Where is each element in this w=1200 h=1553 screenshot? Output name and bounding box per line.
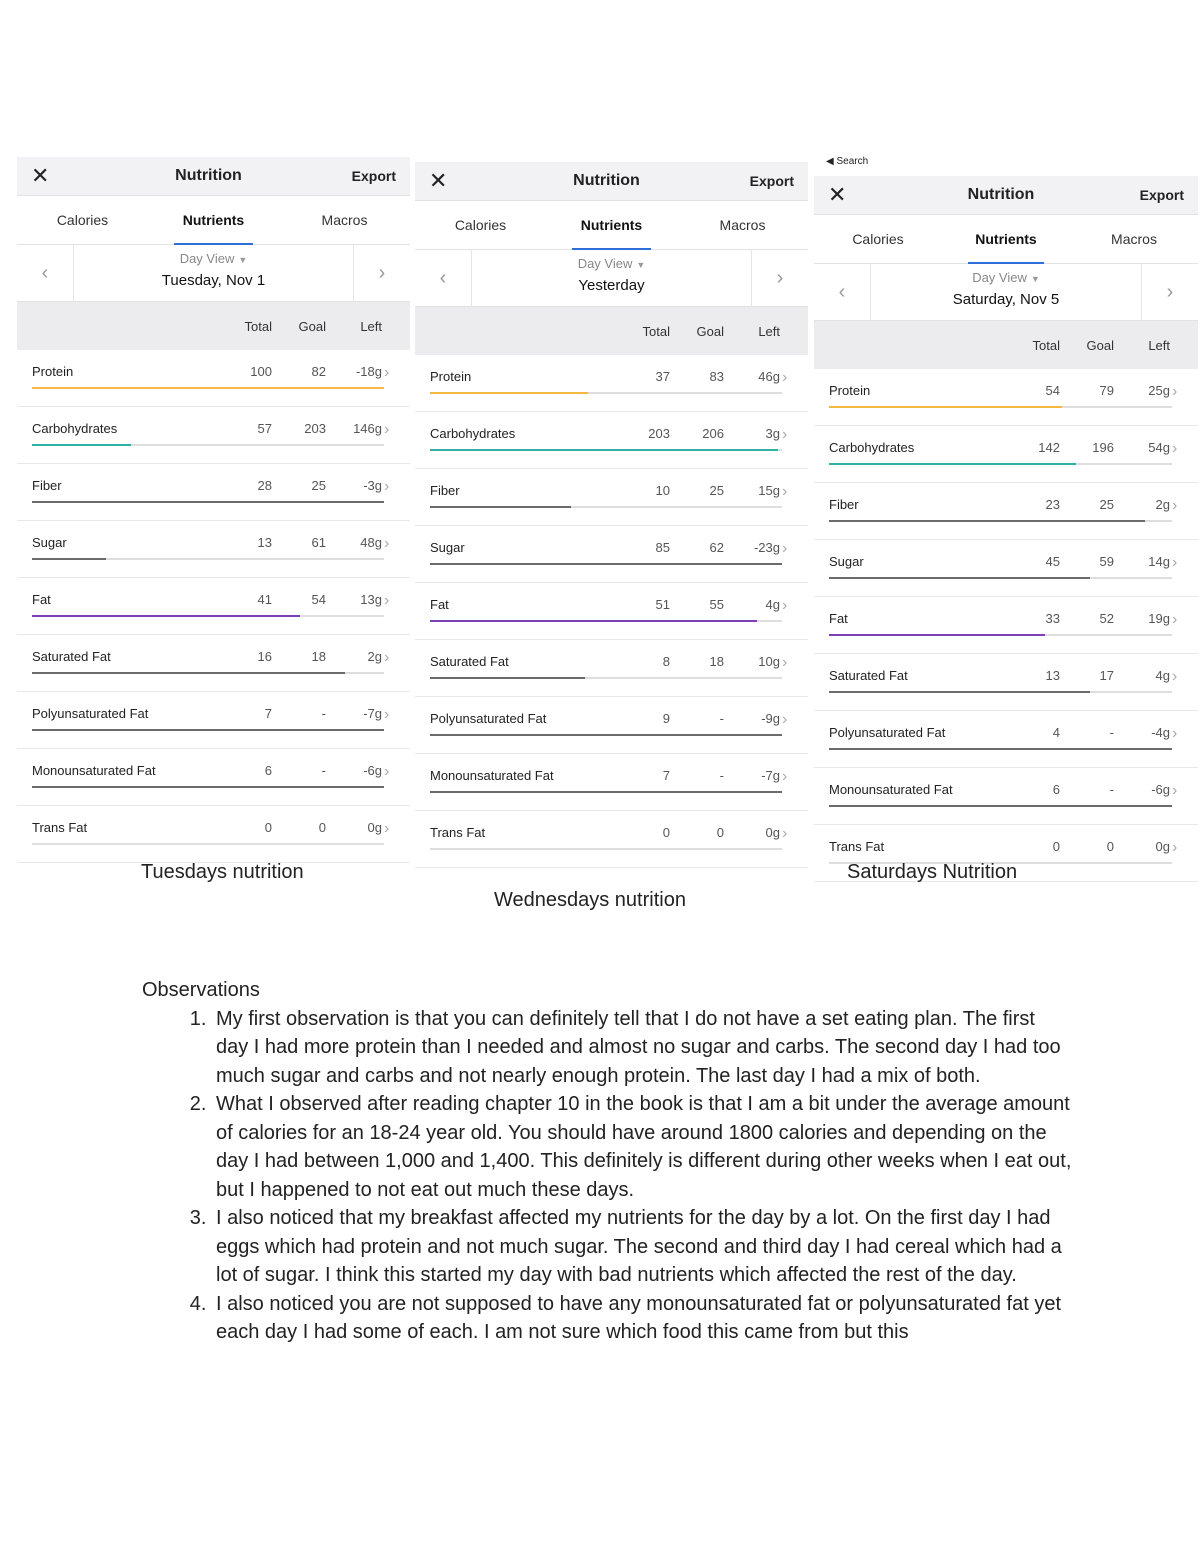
chevron-right-icon: ›: [782, 483, 788, 500]
chevron-right-icon: ›: [384, 592, 390, 609]
nutrient-row[interactable]: [814, 426, 1198, 483]
nutrient-goal: -: [719, 711, 724, 726]
progress-track: [829, 520, 1172, 522]
nutrient-row[interactable]: [17, 521, 410, 578]
nutrient-goal: -: [1109, 782, 1114, 797]
tab-calories[interactable]: Calories: [852, 231, 904, 247]
day-view-dropdown[interactable]: [472, 250, 751, 306]
selected-day: Saturday, Nov 5: [952, 291, 1060, 308]
nutrient-name: Sugar: [430, 540, 465, 555]
nutrition-panel-saturday: [814, 156, 1198, 882]
nutrient-total: 10: [655, 483, 670, 498]
nutrient-name: Carbohydrates: [32, 421, 118, 436]
nutrient-total: 9: [662, 711, 670, 726]
progress-track: [829, 634, 1172, 636]
progress-fill: [829, 520, 1145, 522]
nutrient-total: 54: [1045, 383, 1060, 398]
observations-title: Observations: [142, 979, 260, 1001]
progress-fill: [32, 729, 384, 731]
previous-day-chevron-icon[interactable]: ‹: [415, 250, 472, 306]
nutrient-name: Trans Fat: [829, 839, 885, 854]
chevron-right-icon: ›: [1172, 668, 1178, 685]
caption-tuesday: Tuesdays nutrition: [141, 861, 304, 883]
day-view-dropdown[interactable]: [74, 245, 353, 301]
top-bar: [415, 162, 808, 201]
progress-fill: [430, 791, 782, 793]
nutrient-left: 4g: [1155, 668, 1170, 683]
progress-fill: [430, 734, 782, 736]
nutrient-name: Monounsaturated Fat: [829, 782, 953, 797]
nutrient-total: 0: [662, 825, 670, 840]
day-view-dropdown[interactable]: [871, 264, 1141, 320]
progress-track: [32, 786, 384, 788]
day-selector: [814, 264, 1198, 321]
progress-track: [430, 392, 782, 394]
chevron-right-icon: ›: [384, 820, 390, 837]
nutrient-left: 146g: [353, 421, 382, 436]
nutrient-name: Fiber: [430, 483, 460, 498]
nutrient-row[interactable]: [17, 350, 410, 407]
nutrient-left: 14g: [1148, 554, 1170, 569]
observation-item: 2. What I observed after reading chapter 10 in the book is that I am a bit under the average amount of calories for an 18-24 year old. You should have around 1800 calories and depending on the day I had between 1,000 and 1,400. This definitely is different during other weeks when I eat out, but I happened to not eat out much these days.: [212, 1090, 1072, 1204]
nutrient-row[interactable]: [17, 635, 410, 692]
header-goal: Goal: [1086, 337, 1114, 353]
close-icon[interactable]: ✕: [828, 182, 847, 207]
close-icon[interactable]: ✕: [429, 168, 448, 193]
tab-bar: [415, 201, 808, 250]
nutrient-name: Monounsaturated Fat: [32, 763, 156, 778]
nutrient-total: 4: [1052, 725, 1060, 740]
nutrient-row[interactable]: [17, 806, 410, 863]
chevron-right-icon: ›: [1172, 440, 1178, 457]
progress-fill: [32, 786, 384, 788]
caret-down-icon: ▼: [1030, 274, 1040, 284]
nutrient-name: Saturated Fat: [430, 654, 509, 669]
tab-nutrients[interactable]: Nutrients: [546, 201, 677, 249]
nutrient-goal: 0: [318, 820, 326, 835]
header-left: Left: [1148, 337, 1170, 353]
close-icon[interactable]: ✕: [31, 163, 50, 188]
nutrient-total: 23: [1045, 497, 1060, 512]
progress-fill: [430, 677, 585, 679]
search-back-link[interactable]: ◀ Search: [826, 156, 869, 167]
nutrient-goal: 83: [709, 369, 724, 384]
nutrient-goal: 18: [311, 649, 326, 664]
nutrient-left: -6g: [1151, 782, 1170, 797]
nutrient-left: -9g: [761, 711, 780, 726]
nutrient-goal: 61: [311, 535, 326, 550]
nutrient-left: -3g: [363, 478, 382, 493]
chevron-right-icon: ›: [782, 540, 788, 557]
nutrient-total: 7: [264, 706, 272, 721]
progress-fill: [430, 506, 571, 508]
progress-track: [32, 672, 384, 674]
progress-track: [32, 615, 384, 617]
chevron-right-icon: ›: [384, 763, 390, 780]
progress-track: [430, 506, 782, 508]
nutrient-row[interactable]: [814, 597, 1198, 654]
next-day-chevron-icon[interactable]: ›: [1141, 264, 1198, 320]
nutrient-total: 33: [1045, 611, 1060, 626]
progress-track: [32, 729, 384, 731]
nutrient-name: Polyunsaturated Fat: [829, 725, 946, 740]
progress-fill: [829, 691, 1090, 693]
nutrient-name: Saturated Fat: [32, 649, 111, 664]
nutrient-left: -23g: [753, 540, 780, 555]
export-button[interactable]: Export: [749, 173, 794, 189]
nutrient-total: 57: [257, 421, 272, 436]
nutrient-row[interactable]: [415, 754, 808, 811]
nutrient-goal: 17: [1099, 668, 1114, 683]
progress-track: [430, 848, 782, 850]
nutrient-row[interactable]: [814, 540, 1198, 597]
nutrient-row[interactable]: [17, 464, 410, 521]
progress-track: [430, 734, 782, 736]
nutrient-left: 15g: [758, 483, 780, 498]
tab-bar: [814, 215, 1198, 264]
nutrient-left: 19g: [1148, 611, 1170, 626]
chevron-right-icon: ›: [1172, 725, 1178, 742]
nutrient-goal: 52: [1099, 611, 1114, 626]
nutrient-row[interactable]: [17, 578, 410, 635]
nutrient-left: 2g: [367, 649, 382, 664]
selected-day: Tuesday, Nov 1: [161, 272, 266, 289]
nutrient-left: -7g: [363, 706, 382, 721]
chevron-right-icon: ›: [384, 535, 390, 552]
day-view-label: Day View: [179, 251, 235, 266]
nutrient-name: Trans Fat: [32, 820, 88, 835]
chevron-right-icon: ›: [1172, 383, 1178, 400]
header-total: Total: [244, 318, 272, 334]
chevron-right-icon: ›: [1172, 782, 1178, 799]
chevron-right-icon: ›: [1172, 839, 1178, 856]
progress-track: [829, 805, 1172, 807]
nutrient-left: 10g: [758, 654, 780, 669]
progress-track: [829, 463, 1172, 465]
chevron-right-icon: ›: [782, 654, 788, 671]
chevron-right-icon: ›: [782, 711, 788, 728]
progress-fill: [32, 387, 384, 389]
nutrient-left: 46g: [758, 369, 780, 384]
tab-nutrients[interactable]: Nutrients: [148, 196, 279, 244]
caption-wednesday: Wednesdays nutrition: [494, 889, 686, 911]
progress-fill: [430, 392, 588, 394]
nutrient-name: Fiber: [829, 497, 859, 512]
nutrient-total: 100: [250, 364, 272, 379]
nutrient-name: Carbohydrates: [829, 440, 915, 455]
chevron-right-icon: ›: [782, 426, 788, 443]
nutrient-goal: 18: [709, 654, 724, 669]
header-left: Left: [360, 318, 382, 334]
nutrient-row[interactable]: [415, 526, 808, 583]
nutrient-row[interactable]: [814, 711, 1198, 768]
chevron-right-icon: ›: [782, 768, 788, 785]
nutrient-left: -18g: [355, 364, 382, 379]
caret-down-icon: ▼: [238, 255, 248, 265]
nutrient-goal: 196: [1092, 440, 1114, 455]
progress-track: [430, 563, 782, 565]
nutrient-left: 13g: [360, 592, 382, 607]
nutrient-left: 0g: [367, 820, 382, 835]
nutrient-name: Fat: [32, 592, 51, 607]
nutrient-row[interactable]: [17, 407, 410, 464]
progress-fill: [32, 501, 384, 503]
header-total: Total: [1032, 337, 1060, 353]
day-view-label: Day View: [577, 256, 633, 271]
nutrient-goal: -: [1109, 725, 1114, 740]
nutrient-goal: 55: [709, 597, 724, 612]
nutrient-left: 0g: [1155, 839, 1170, 854]
top-bar: [17, 157, 410, 196]
nutrient-goal: 25: [709, 483, 724, 498]
page-title: Nutrition: [967, 186, 1035, 203]
nutrient-total: 0: [1052, 839, 1060, 854]
progress-fill: [32, 444, 131, 446]
observation-item: 4. I also noticed you are not supposed to have any monounsaturated fat or polyunsaturated fat yet each day I had some of each. I am not sure which food this came from but this: [212, 1290, 1072, 1347]
nutrient-row[interactable]: [814, 768, 1198, 825]
chevron-right-icon: ›: [384, 478, 390, 495]
observations-section: [142, 976, 1072, 1347]
nutrient-row[interactable]: [415, 583, 808, 640]
header-goal: Goal: [298, 318, 326, 334]
tab-calories[interactable]: Calories: [454, 217, 507, 233]
nutrient-total: 37: [655, 369, 670, 384]
tab-nutrients[interactable]: Nutrients: [942, 215, 1070, 263]
progress-fill: [430, 620, 757, 622]
day-view-label: Day View: [972, 270, 1027, 285]
nutrient-name: Protein: [829, 383, 871, 398]
nutrient-total: 16: [257, 649, 272, 664]
caption-saturday: Saturdays Nutrition: [847, 861, 1018, 883]
nutrient-left: -7g: [761, 768, 780, 783]
nutrient-row[interactable]: [415, 640, 808, 697]
nutrient-row[interactable]: [415, 811, 808, 868]
nutrient-total: 51: [655, 597, 670, 612]
nutrient-goal: 25: [1099, 497, 1114, 512]
nutrient-total: 0: [264, 820, 272, 835]
nutrient-goal: 82: [311, 364, 326, 379]
chevron-right-icon: ›: [1172, 611, 1178, 628]
progress-fill: [32, 558, 106, 560]
tab-macros[interactable]: Macros: [719, 217, 766, 233]
chevron-right-icon: ›: [1172, 554, 1178, 571]
export-button[interactable]: Export: [351, 168, 396, 184]
nutrient-name: Sugar: [829, 554, 864, 569]
nutrient-name: Polyunsaturated Fat: [32, 706, 149, 721]
chevron-right-icon: ›: [782, 597, 788, 614]
tab-macros[interactable]: Macros: [1111, 231, 1157, 247]
progress-track: [829, 577, 1172, 579]
nutrient-total: 6: [1052, 782, 1060, 797]
nutrient-total: 6: [264, 763, 272, 778]
nutrient-row[interactable]: [814, 483, 1198, 540]
progress-fill: [829, 406, 1062, 408]
day-selector: [415, 250, 808, 307]
nutrition-panel-tuesday: [17, 157, 410, 863]
nutrient-row[interactable]: [415, 469, 808, 526]
nutrient-name: Polyunsaturated Fat: [430, 711, 547, 726]
caret-down-icon: ▼: [636, 260, 646, 270]
progress-fill: [430, 563, 782, 565]
progress-track: [32, 501, 384, 503]
observations-list: [142, 1005, 1072, 1347]
observation-item: 3. I also noticed that my breakfast affected my nutrients for the day by a lot. On the first day I had eggs which had protein and not much sugar. The second and third day I had cereal which had a lot of sugar. I think this started my day with bad nutrients which affected the rest of the day.: [212, 1204, 1072, 1290]
nutrient-row[interactable]: [814, 369, 1198, 426]
nutrient-goal: 79: [1099, 383, 1114, 398]
nutrient-goal: 54: [311, 592, 326, 607]
nutrient-goal: -: [719, 768, 724, 783]
progress-track: [32, 387, 384, 389]
nutrient-row[interactable]: [415, 412, 808, 469]
nutrient-left: 3g: [765, 426, 780, 441]
progress-track: [829, 691, 1172, 693]
nutrient-left: 48g: [360, 535, 382, 550]
progress-fill: [829, 634, 1045, 636]
nutrient-goal: 0: [1106, 839, 1114, 854]
progress-track: [430, 677, 782, 679]
table-header: [415, 307, 808, 355]
previous-day-chevron-icon[interactable]: ‹: [814, 264, 871, 320]
tab-calories[interactable]: Calories: [56, 212, 109, 228]
progress-track: [430, 620, 782, 622]
chevron-right-icon: ›: [782, 825, 788, 842]
nutrient-left: -6g: [363, 763, 382, 778]
nutrition-panel-wednesday: [415, 162, 808, 868]
day-selector: [17, 245, 410, 302]
header-goal: Goal: [696, 323, 724, 339]
nutrient-name: Protein: [430, 369, 472, 384]
nutrient-name: Fat: [430, 597, 449, 612]
nutrient-total: 203: [648, 426, 670, 441]
previous-day-chevron-icon[interactable]: ‹: [17, 245, 74, 301]
chevron-right-icon: ›: [384, 706, 390, 723]
page-title: Nutrition: [175, 167, 242, 184]
nutrient-total: 28: [257, 478, 272, 493]
nutrient-row[interactable]: [415, 355, 808, 412]
nutrient-total: 41: [257, 592, 272, 607]
chevron-right-icon: ›: [384, 649, 390, 666]
table-header: [814, 321, 1198, 369]
chevron-right-icon: ›: [384, 421, 390, 438]
nutrient-goal: 25: [311, 478, 326, 493]
nutrient-name: Carbohydrates: [430, 426, 516, 441]
chevron-right-icon: ›: [782, 369, 788, 386]
observation-item: 1. My first observation is that you can definitely tell that I do not have a set eating plan. The first day I had more protein than I needed and almost no sugar and carbs. The second day I had too much sugar and carbs and not nearly enough protein. The last day I had a mix of both.: [212, 1005, 1072, 1091]
nutrient-name: Trans Fat: [430, 825, 486, 840]
nutrient-goal: -: [321, 706, 326, 721]
progress-fill: [829, 748, 1172, 750]
nutrient-left: 25g: [1148, 383, 1170, 398]
nutrient-goal: -: [321, 763, 326, 778]
nutrient-goal: 62: [709, 540, 724, 555]
nutrient-total: 13: [257, 535, 272, 550]
progress-fill: [829, 463, 1076, 465]
next-day-chevron-icon[interactable]: ›: [353, 245, 410, 301]
progress-track: [32, 843, 384, 845]
nutrient-name: Sugar: [32, 535, 67, 550]
progress-fill: [829, 577, 1090, 579]
progress-track: [32, 558, 384, 560]
nutrient-total: 142: [1038, 440, 1060, 455]
nutrient-left: 4g: [765, 597, 780, 612]
progress-track: [32, 444, 384, 446]
progress-fill: [32, 672, 345, 674]
nutrient-total: 13: [1045, 668, 1060, 683]
progress-track: [829, 748, 1172, 750]
nutrient-total: 7: [662, 768, 670, 783]
nutrient-left: -4g: [1151, 725, 1170, 740]
selected-day: Yesterday: [578, 277, 645, 294]
progress-fill: [32, 615, 300, 617]
tab-macros[interactable]: Macros: [321, 212, 368, 228]
progress-track: [829, 406, 1172, 408]
nutrient-left: 2g: [1155, 497, 1170, 512]
header-total: Total: [642, 323, 670, 339]
nutrient-name: Monounsaturated Fat: [430, 768, 554, 783]
nutrient-goal: 0: [716, 825, 724, 840]
nutrient-left: 0g: [765, 825, 780, 840]
nutrient-row[interactable]: [415, 697, 808, 754]
chevron-right-icon: ›: [1172, 497, 1178, 514]
nutrient-total: 85: [655, 540, 670, 555]
nutrient-goal: 59: [1099, 554, 1114, 569]
nutrient-name: Protein: [32, 364, 74, 379]
nutrient-left: 54g: [1148, 440, 1170, 455]
export-button[interactable]: Export: [1139, 187, 1184, 203]
nutrient-goal: 206: [702, 426, 724, 441]
top-bar: [814, 176, 1198, 215]
chevron-right-icon: ›: [384, 364, 390, 381]
next-day-chevron-icon[interactable]: ›: [751, 250, 808, 306]
progress-track: [430, 791, 782, 793]
nutrient-goal: 203: [304, 421, 326, 436]
nutrient-name: Saturated Fat: [829, 668, 908, 683]
progress-track: [430, 449, 782, 451]
nutrient-row[interactable]: [814, 654, 1198, 711]
nutrient-name: Fiber: [32, 478, 62, 493]
nutrient-row[interactable]: [17, 692, 410, 749]
progress-fill: [829, 805, 1172, 807]
page-title: Nutrition: [573, 172, 640, 189]
nutrient-total: 8: [662, 654, 670, 669]
nutrient-name: Fat: [829, 611, 848, 626]
nutrient-total: 45: [1045, 554, 1060, 569]
tab-bar: [17, 196, 410, 245]
table-header: [17, 302, 410, 350]
header-left: Left: [758, 323, 780, 339]
nutrient-row[interactable]: [17, 749, 410, 806]
progress-fill: [430, 449, 778, 451]
